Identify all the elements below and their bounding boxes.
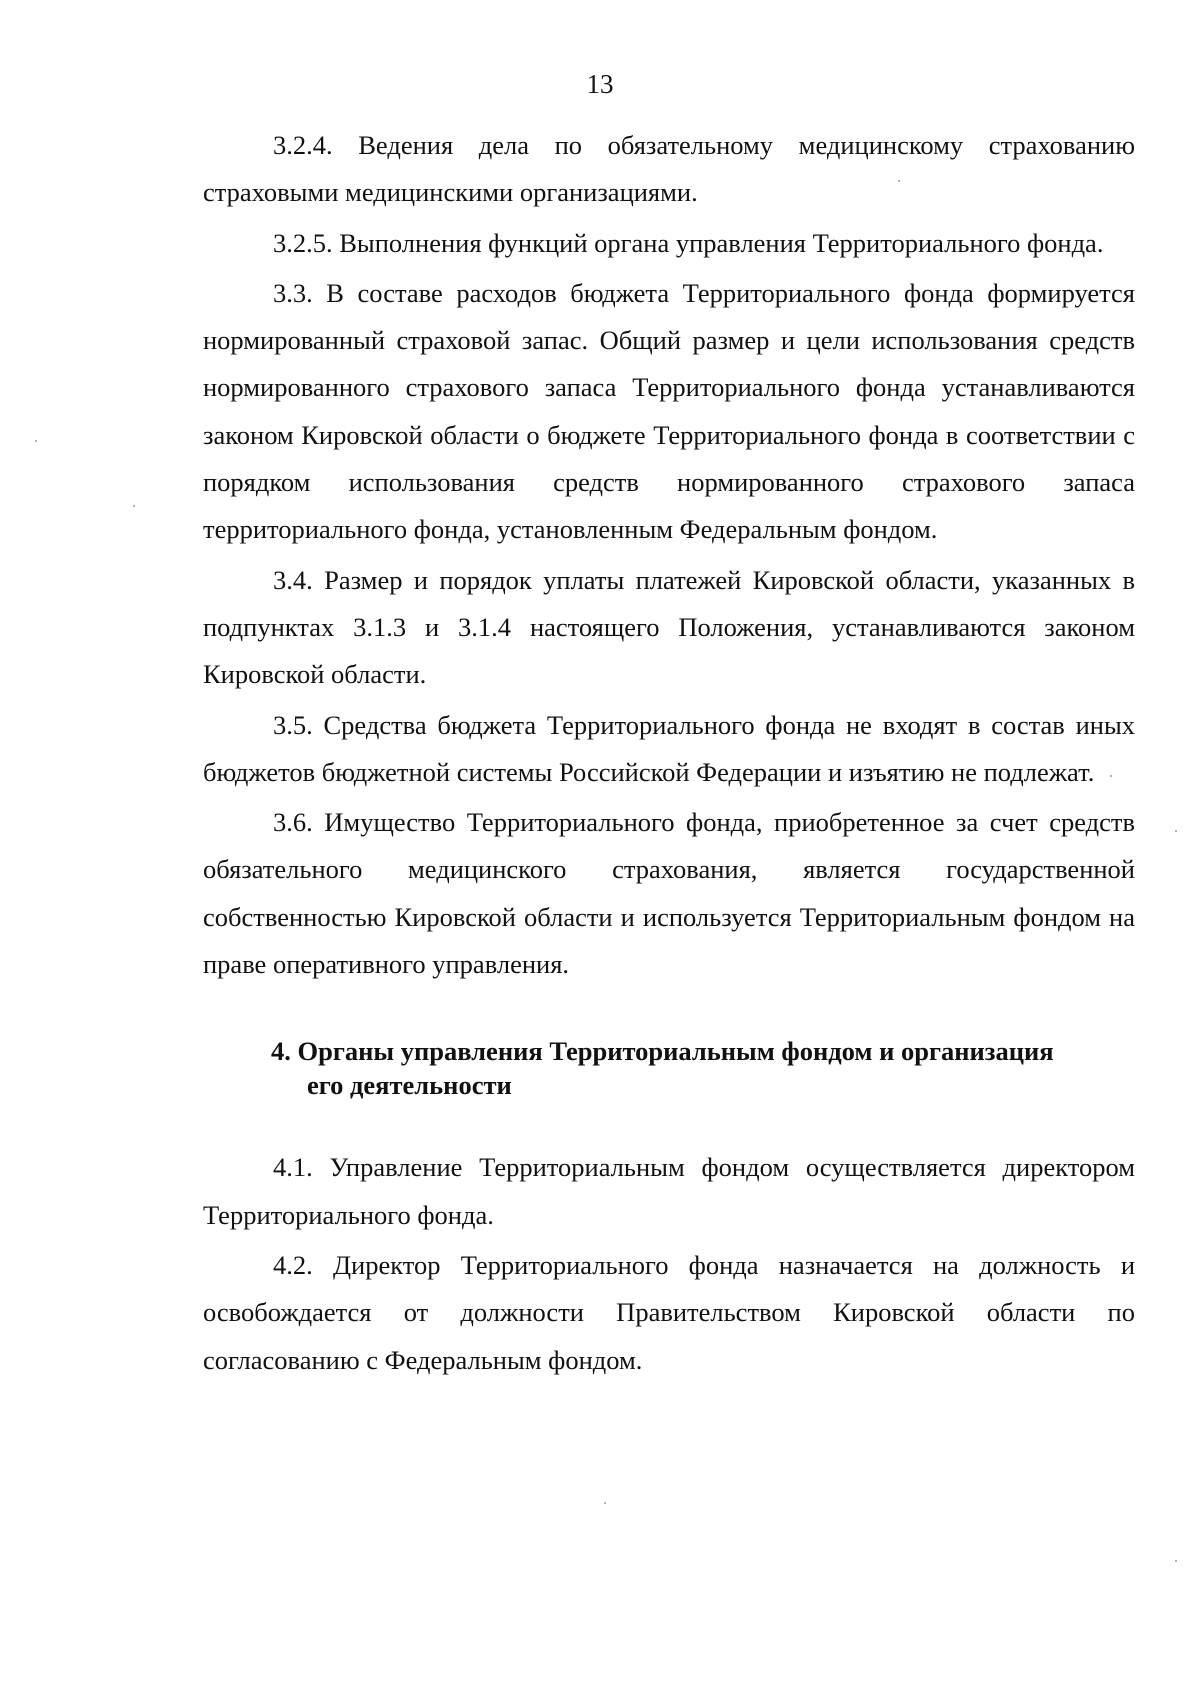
paragraph-3-4: 3.4. Размер и порядок уплаты платежей Кировской области, указанных в подпунктах 3.1.3 и 3.1.4 настоящего Положения, устанавливаются законом Кировской области. bbox=[203, 564, 1135, 690]
scan-speck bbox=[1175, 830, 1177, 832]
section-4-heading-line2: его деятельности bbox=[307, 1070, 512, 1101]
section-4-heading-line1: 4. Органы управления Территориальным фондом и организация bbox=[271, 1036, 1054, 1067]
scan-speck bbox=[35, 440, 37, 442]
page-number: 13 bbox=[586, 69, 614, 99]
paragraph-4-1: 4.1. Управление Территориальным фондом осуществляется директором Территориального фонда. bbox=[203, 1152, 1135, 1230]
paragraph-3-5: 3.5. Средства бюджета Территориального фонда не входят в состав иных бюджетов бюджетной системы Российской Федерации и изъятию не подлежат. bbox=[203, 709, 1135, 787]
scan-speck bbox=[1110, 775, 1112, 777]
paragraph-4-2: 4.2. Директор Территориального фонда назначается на должность и освобождается от должности Правительством Кировской области по согласованию с Федеральным фондом. bbox=[203, 1249, 1135, 1375]
document-body bbox=[203, 122, 1135, 1387]
scan-speck bbox=[604, 1502, 606, 1504]
paragraph-3-3: 3.3. В составе расходов бюджета Территориального фонда формируется нормированный страховой запас. Общий размер и цели использования средств нормированного страхового запаса Территориального фонда устанавливаются законом Кировской области о бюджете Территориального фонда в соответствии с порядком использования средств нормированного страхового запаса территориального фонда, установленным Федеральным фондом. bbox=[203, 277, 1135, 545]
paragraph-3-2-5: 3.2.5. Выполнения функций органа управления Территориального фонда. bbox=[273, 227, 1104, 258]
paragraph-3-6: 3.6. Имущество Территориального фонда, приобретенное за счет средств обязательного медицинского страхования, является государственной собственностью Кировской области и используется Территориальным фондом на праве оперативного управления. bbox=[203, 807, 1135, 980]
scan-speck bbox=[898, 180, 900, 182]
scan-speck bbox=[1175, 1560, 1177, 1562]
paragraph-3-2-4: 3.2.4. Ведения дела по обязательному медицинскому страхованию страховыми медицинскими организациями. bbox=[203, 130, 1135, 208]
section-4-heading bbox=[203, 1034, 1135, 1102]
scan-speck bbox=[133, 505, 135, 507]
